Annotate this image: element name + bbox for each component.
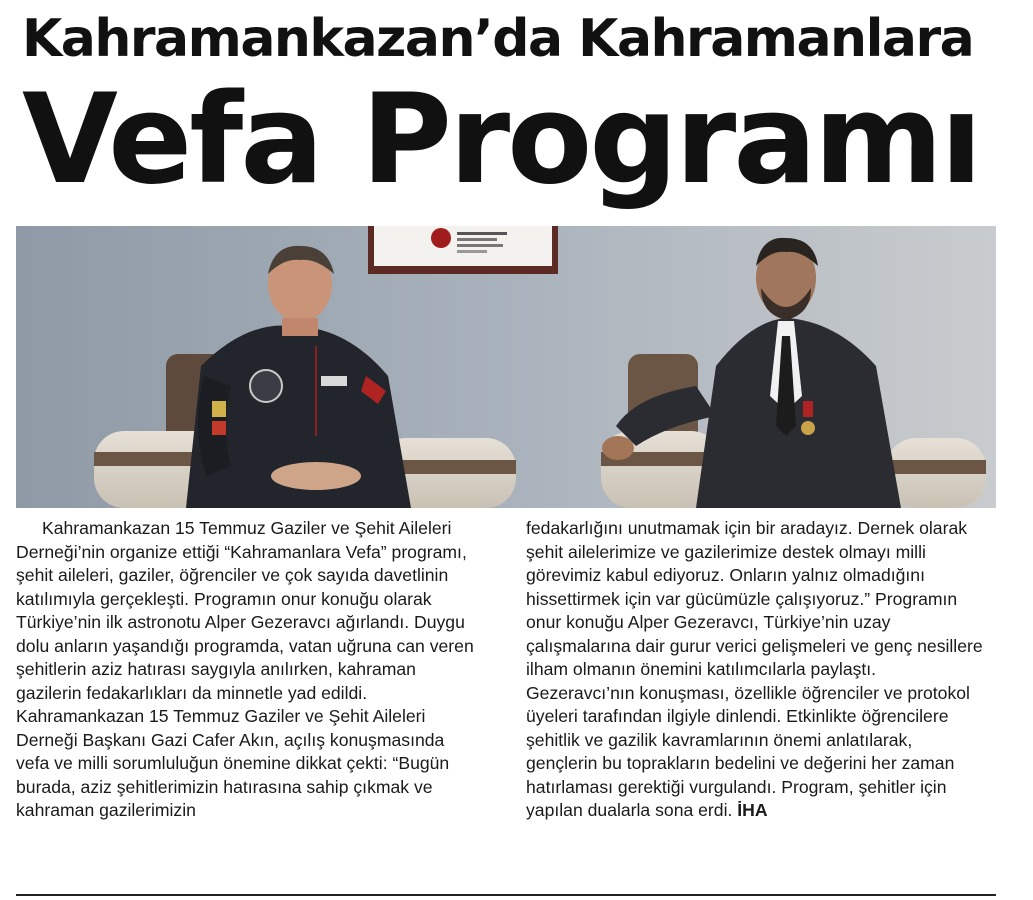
article-body-right-text: fedakarlığını unutmamak için bir aradayız. Dernek olarak şehit ailelerimize ve gazilerimize destek olmayı milli görevimiz kabul ediyoruz. Onların yalnız olmadığını hissettirmek için var gücümüzle çalışıyoruz.” Programın onur konuğu Alper Gezeravcı, Türkiye’nin uzay çalışmalarına dair gurur verici gelişmeleri ve genç nesillere ilham olmanın önemini katılımcılarla paylaştı. Gezeravcı’nın konuşması, özellikle öğrenciler ve protokol üyeleri tarafından ilgiyle dinlendi. Etkinlikte öğrencilere şehitlik ve gazilik kavramlarının önemi anlatılarak, gençlerin bu toprakların bedelini ve değerini her zaman hatırlaması gerektiği vurgulandı. Program, şehitler için yapılan dualarla sona erdi. xyxy=(526,518,983,820)
article-body-left: Kahramankazan 15 Temmuz Gaziler ve Şehit Aileleri Derneği’nin organize ettiği “Kahramanlara Vefa” programı, şehit aileleri, gaziler, öğrenciler ve çok sayıda davetlinin katılımıyla gerçekleşti. Programın onur konuğu olarak Türkiye’nin ilk astronotu Alper Gezeravcı ağırlandı. Duygu dolu anların yaşandığı programda, vatan uğruna can veren şehitlerin aziz hatırası saygıyla anılırken, kahraman gazilerin fedakarlıkları da minnetle yad edildi. Kahramankazan 15 Temmuz Gaziler ve Şehit Aileleri Derneği Başkanı Gazi Cafer Akın, açılış konuşmasında vefa ve milli sorumluluğun önemine dikkat çekti: “Bugün burada, aziz şehitlerimizin hatırasına sahip çıkmak ve kahraman gazilerimizin xyxy=(16,518,474,820)
article-body-right xyxy=(526,517,984,823)
article-headline: Vefa Programı xyxy=(22,68,980,212)
photo-illustration xyxy=(16,226,996,508)
article-kicker: Kahramankazan’da Kahramanlara xyxy=(22,9,974,69)
article-signature: İHA xyxy=(737,800,768,820)
article-photo xyxy=(16,226,996,508)
bottom-rule xyxy=(16,894,996,896)
